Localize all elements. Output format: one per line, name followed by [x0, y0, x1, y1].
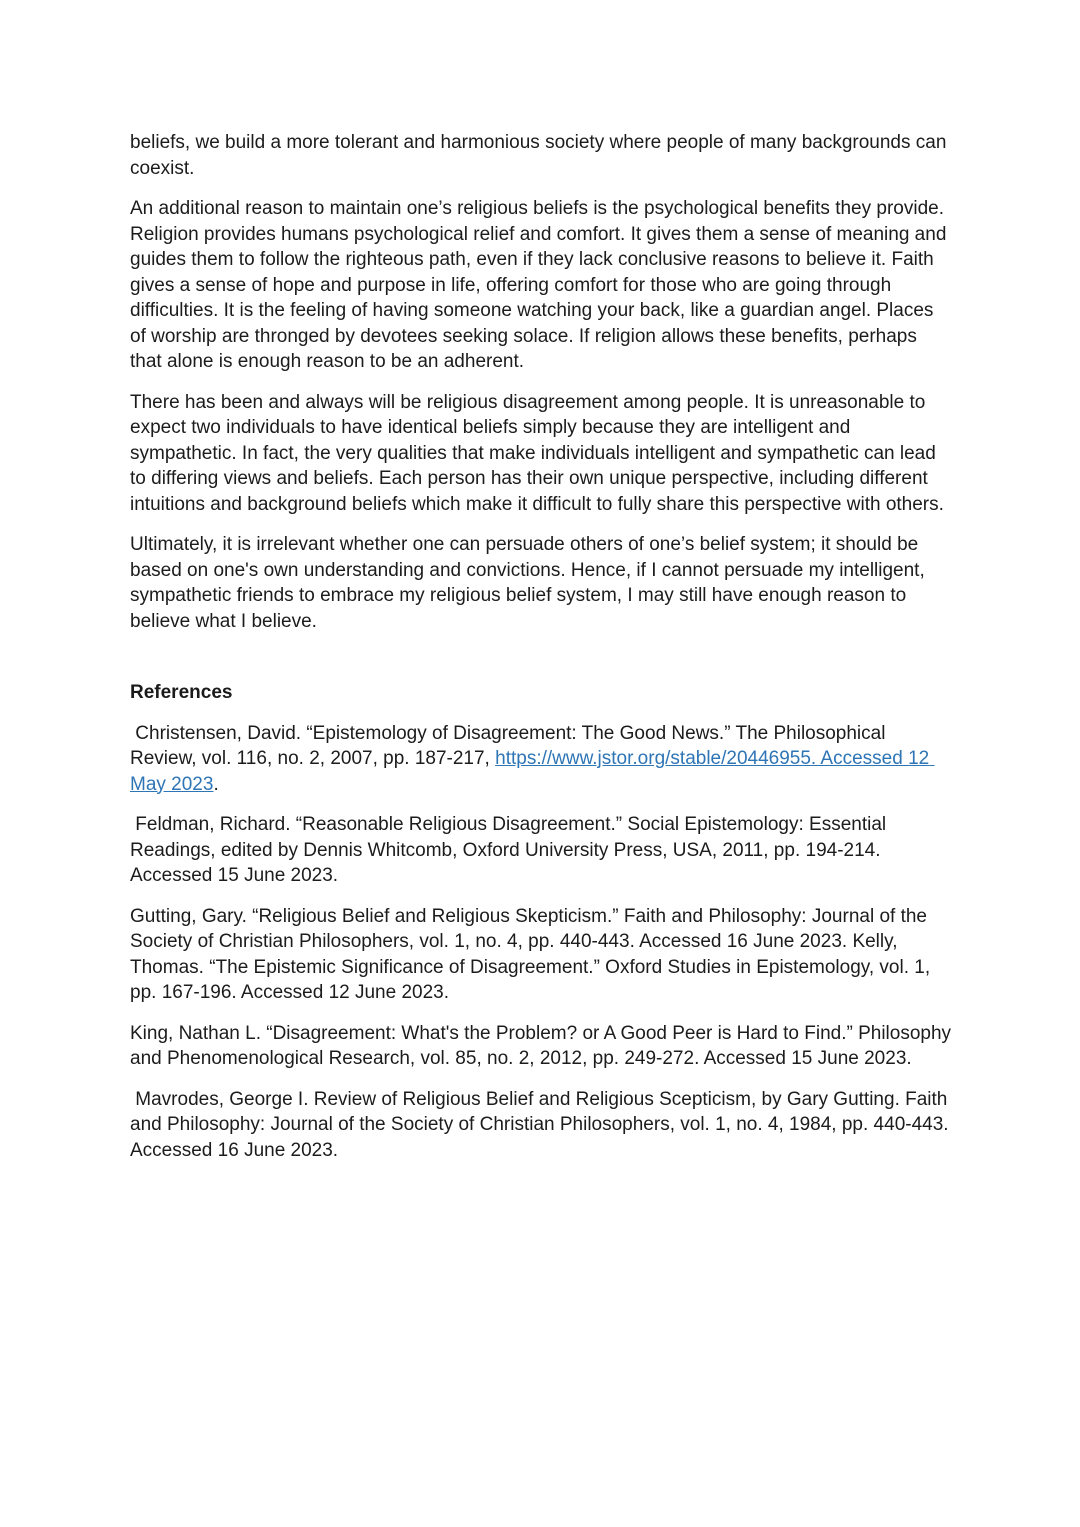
- reference-text-before-link: Christensen, David. “Epistemology of Disagreement: The Good News.” The Philosophical Review, vol. 116, no. 2, 2007, pp. 187-217,: [130, 722, 891, 769]
- reference-entry-feldman: Feldman, Richard. “Reasonable Religious Disagreement.” Social Epistemology: Essential Readings, edited by Dennis Whitcomb, Oxford University Press, USA, 2011, pp. 194-214. Accessed 15 June 2023.: [130, 814, 892, 886]
- reference-entry-mavrodes: Mavrodes, George I. Review of Religious Belief and Religious Scepticism, by Gary Gutting. Faith and Philosophy: Journal of the Society of Christian Philosophers, vol. 1, no. 4, 1984, pp. 440-443. Accessed 16 June 2023.: [130, 1088, 953, 1161]
- body-paragraph-religious-disagreement: There has been and always will be religious disagreement among people. It is unreasonable to expect two individuals to have identical beliefs simply because they are intelligent and sympathetic. In fact, the very qualities that make individuals intelligent and sympathetic can lead to differing views and beliefs. Each person has their own unique perspective, including different intuitions and background beliefs which make it difficult to fully share this perspective with others.: [130, 391, 944, 515]
- reference-entry-gutting-kelly: Gutting, Gary. “Religious Belief and Religious Skepticism.” Faith and Philosophy: Journal of the Society of Christian Philosophers, vol. 1, no. 4, pp. 440-443. Accessed 16 June 2023. Kelly, Thomas. “The Epistemic Significance of Disagreement.” Oxford Studies in Epistemology, vol. 1, pp. 167-196. Accessed 12 June 2023.: [130, 905, 936, 1003]
- document-body: [130, 0, 957, 1178]
- reference-entry-king: King, Nathan L. “Disagreement: What's the Problem? or A Good Peer is Hard to Find.” Philosophy and Phenomenological Research, vol. 85, no. 2, 2012, pp. 249-272. Accessed 15 June 2023.: [130, 1022, 957, 1069]
- body-paragraph-continued: beliefs, we build a more tolerant and harmonious society where people of many backgrounds can coexist.: [130, 132, 947, 179]
- references-heading: References: [130, 682, 233, 703]
- body-paragraph-conclusion: Ultimately, it is irrelevant whether one can persuade others of one’s belief system; it should be based on one's own understanding and convictions. Hence, if I cannot persuade my intelligent, sympathetic friends to embrace my religious belief system, I may still have enough reason to believe what I believe.: [130, 534, 925, 632]
- jstor-hyperlink[interactable]: https://www.jstor.org/stable/20446955. Accessed 12 May 2023: [130, 748, 935, 795]
- body-paragraph-psychological-benefits: An additional reason to maintain one’s religious beliefs is the psychological benefits they provide. Religion provides humans psychological relief and comfort. It gives them a sense of meaning and guides them to follow the righteous path, even if they lack conclusive reasons to believe it. Faith gives a sense of hope and purpose in life, offering comfort for those who are going through difficulties. It is the feeling of having someone watching your back, like a guardian angel. Places of worship are thronged by devotees seeking solace. If religion allows these benefits, perhaps that alone is enough reason to be an adherent.: [130, 198, 947, 372]
- reference-entry-christensen: [130, 721, 952, 798]
- reference-text-after-link: .: [213, 773, 219, 795]
